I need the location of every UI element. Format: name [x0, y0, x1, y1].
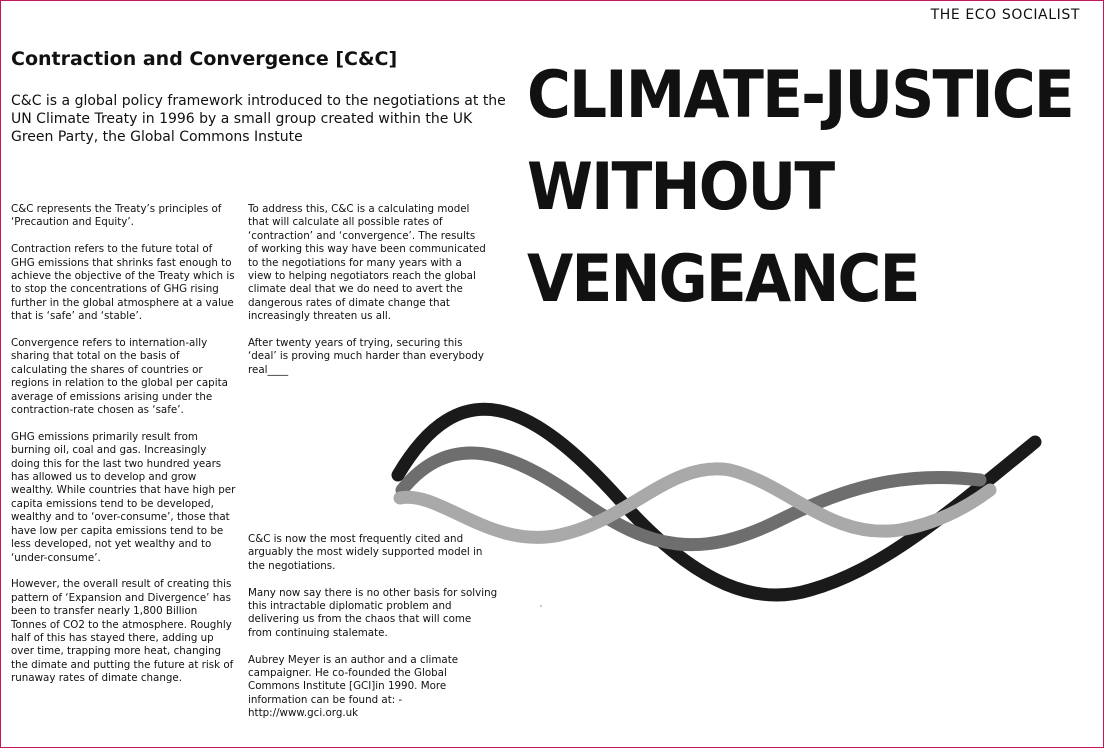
paragraph: However, the overall result of creating this pattern of ‘Expansion and Divergence’ has been to transfer nearly 1,800 Billion Tonnes of CO2 to the atmosphere. Roughly half of this has stayed there, adding up over time, trapping more heat, changing the dimate and putting the future at risk of runaway rates of dimate change. [11, 578, 234, 685]
paragraph: To address this, C&C is a calculating model that will calculate all possible rates of ‘contraction’ and ‘convergence’. The results of working this way have been communicated to the negotiations for many years with a view to helping negotiators reach the global climate deal that we do need to avert the dangerous rates of dimate change that increasingly threaten us all. [248, 203, 486, 323]
wave-dark [398, 409, 1035, 595]
headline-line: CLIMATE-JUSTICE [527, 58, 1073, 133]
speck [540, 605, 542, 607]
paragraph: Convergence refers to internation-ally sharing that total on the basis of calculating the shares of countries or regions in relation to the global per capita average of emissions arising under the contraction-rate chosen as ‘safe’. [11, 337, 228, 417]
column-1 [11, 203, 236, 699]
paragraph: GHG emissions primarily result from burning oil, coal and gas. Increasingly doing this for the last two hundred years has allowed us to develop and grow wealthy. While countries that have high per capita emissions tend to be developed, wealthy and to ‘over-consume’, those that have low per capita emissions tend to be less developed, not yet wealthy and to ‘under-consume’. [11, 430, 236, 564]
paragraph: Aubrey Meyer is an author and a climate campaigner. He co-founded the Global Commons Institute [GCI]in 1990. More information can be found at: - http://www.gci.org.uk [248, 653, 459, 720]
lead-paragraph: C&C is a global policy framework introduced to the negotiations at the UN Climate Treaty in 1996 by a small group created within the UK Green Party, the Global Commons Instute [11, 93, 506, 145]
paragraph: C&C represents the Treaty’s principles of ‘Precaution and Equity’. [11, 203, 222, 229]
paragraph: After twenty years of trying, securing this ‘deal’ is proving much harder than everybody real____ [248, 337, 485, 376]
paragraph: Contraction refers to the future total of GHG emissions that shrinks fast enough to achieve the objective of the Treaty which is to stop the concentrations of GHG rising further in the global atmosphere at a value that is ‘safe’ and ‘stable’. [11, 243, 235, 323]
column-2 [248, 203, 488, 391]
masthead: THE ECO SOCIALIST [930, 7, 1080, 23]
convergence-waves-graphic [380, 390, 1060, 620]
headline [527, 50, 1073, 326]
paragraph: C&C is now the most frequently cited and arguably the most widely supported model in the negotiations. [248, 533, 483, 572]
article-title: Contraction and Convergence [C&C] [11, 48, 398, 70]
paragraph: Many now say there is no other basis for solving this intractable diplomatic problem and delivering us from the chaos that will come from continuing stalemate. [248, 586, 498, 639]
headline-line: WITHOUT [527, 150, 834, 225]
headline-line: VENGEANCE [527, 242, 919, 317]
